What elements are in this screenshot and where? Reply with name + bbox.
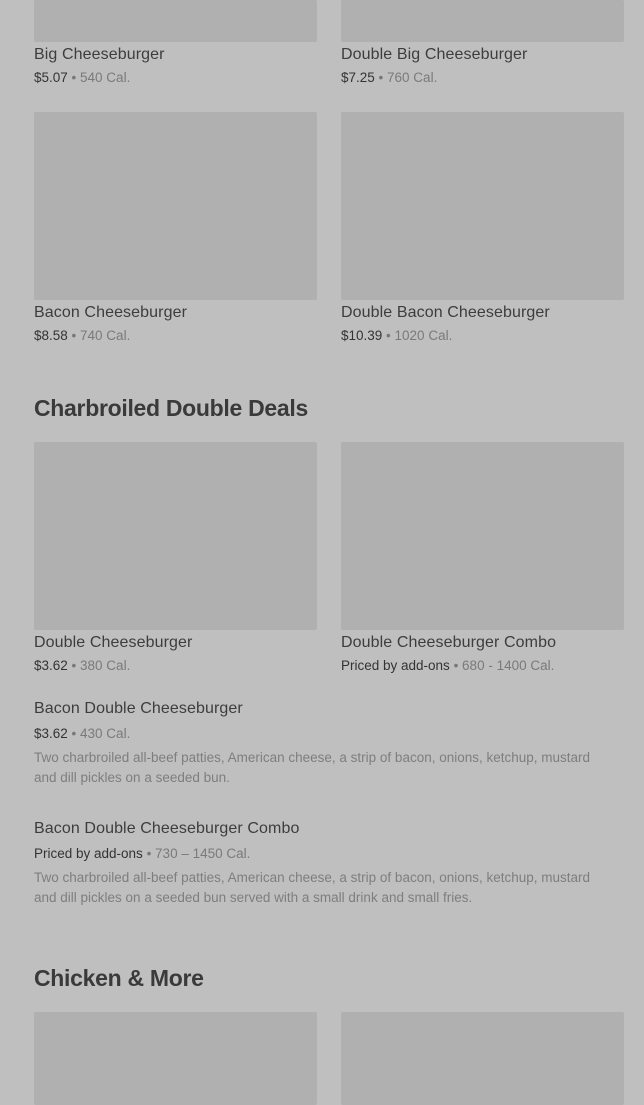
product-price: $10.39: [341, 328, 383, 343]
list-item-name[interactable]: Bacon Double Cheeseburger: [34, 700, 243, 717]
product-calories: 430 Cal.: [80, 726, 131, 741]
product-image[interactable]: [34, 0, 317, 42]
product-name[interactable]: Double Cheeseburger: [34, 634, 193, 651]
section-title: Chicken & More: [34, 965, 204, 991]
product-price: $3.62: [34, 658, 68, 673]
separator-dot: •: [142, 846, 156, 861]
product-meta: [34, 658, 130, 673]
separator-dot: •: [382, 328, 395, 343]
separator-dot: •: [67, 70, 81, 85]
product-price: $8.58: [34, 328, 68, 343]
product-calories: 740 Cal.: [80, 328, 131, 343]
product-image[interactable]: [34, 442, 317, 630]
separator-dot: •: [67, 658, 81, 673]
product-calories: 380 Cal.: [80, 658, 131, 673]
product-calories: 680 - 1400 Cal.: [462, 658, 555, 673]
product-calories: 540 Cal.: [80, 70, 131, 85]
product-meta: [34, 70, 130, 85]
product-image[interactable]: [341, 112, 624, 300]
product-calories: 730 – 1450 Cal.: [155, 846, 251, 861]
product-name[interactable]: Double Cheeseburger Combo: [341, 634, 557, 651]
list-item-meta: [34, 726, 130, 741]
separator-dot: •: [67, 328, 81, 343]
product-calories: 760 Cal.: [387, 70, 438, 85]
product-calories: 1020 Cal.: [394, 328, 453, 343]
section-title: Charbroiled Double Deals: [34, 395, 308, 421]
list-item-meta: [34, 846, 250, 861]
product-name[interactable]: Big Cheeseburger: [34, 46, 165, 63]
product-image[interactable]: [34, 1012, 317, 1105]
separator-dot: •: [67, 726, 81, 741]
product-meta: [341, 70, 437, 85]
list-item-description: Two charbroiled all-beef patties, American cheese, a strip of bacon, onions, ketchup, mustard and dill pickles on a seeded bun.: [34, 750, 591, 785]
product-price: $3.62: [34, 726, 68, 741]
product-image[interactable]: [341, 0, 624, 42]
product-name[interactable]: Double Big Cheeseburger: [341, 46, 528, 63]
product-price: $5.07: [34, 70, 68, 85]
product-price: Priced by add-ons: [341, 658, 450, 673]
separator-dot: •: [374, 70, 388, 85]
product-image[interactable]: [34, 112, 317, 300]
product-name[interactable]: Bacon Cheeseburger: [34, 304, 188, 321]
product-image[interactable]: [341, 1012, 624, 1105]
product-meta: [34, 328, 130, 343]
product-meta: [341, 328, 452, 343]
product-price: $7.25: [341, 70, 375, 85]
product-meta: [341, 658, 554, 673]
list-item-name[interactable]: Bacon Double Cheeseburger Combo: [34, 820, 300, 837]
product-price: Priced by add-ons: [34, 846, 143, 861]
separator-dot: •: [449, 658, 463, 673]
product-image[interactable]: [341, 442, 624, 630]
list-item-description: Two charbroiled all-beef patties, American cheese, a strip of bacon, onions, ketchup, mustard and dill pickles on a seeded bun served with a small drink and small fries.: [34, 870, 591, 905]
product-name[interactable]: Double Bacon Cheeseburger: [341, 304, 550, 321]
